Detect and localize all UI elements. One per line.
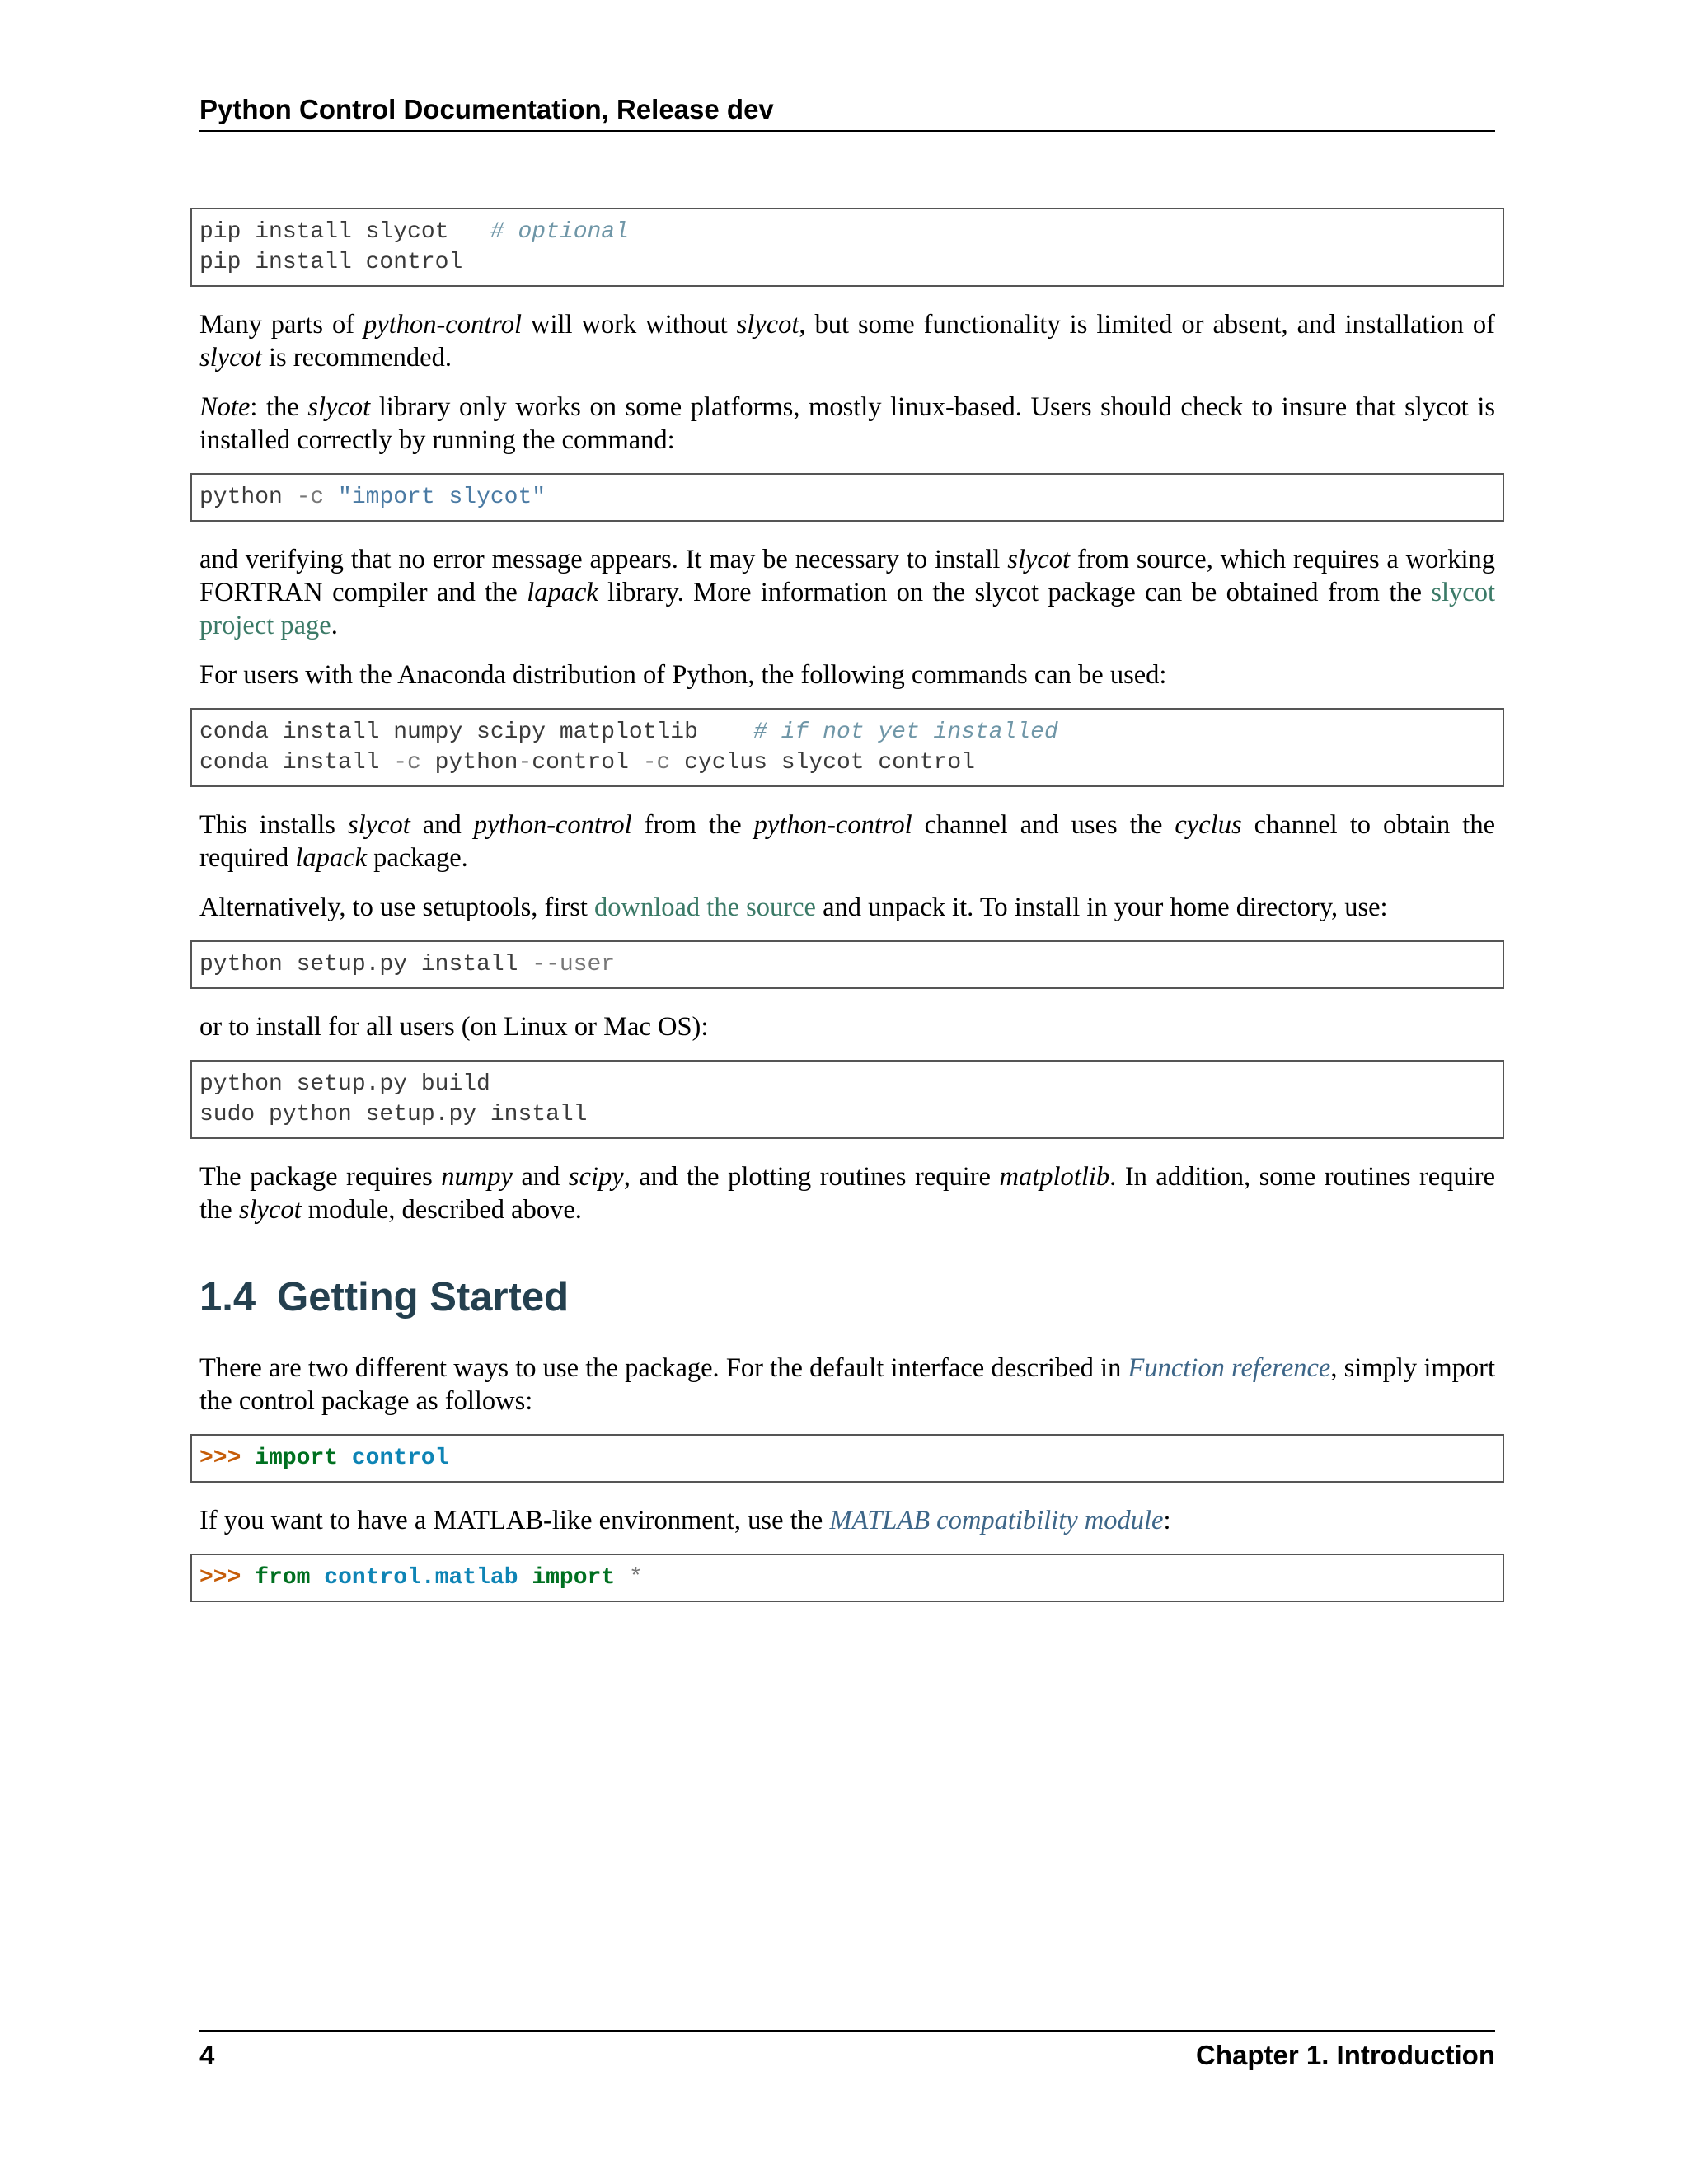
matlab-compatibility-link[interactable]: MATLAB compatibility module [829, 1506, 1164, 1535]
page-number: 4 [199, 2040, 215, 2070]
paragraph-anaconda: For users with the Anaconda distribution of Python, the following commands can be used: [199, 660, 1167, 690]
section-heading-getting-started [199, 1272, 1495, 1322]
paragraph-matlab: If you want to have a MATLAB-like environment, use the MATLAB compatibility module: [199, 1506, 1171, 1535]
chapter-label: Chapter 1. Introduction [1196, 2040, 1495, 2070]
paragraph-setuptools: Alternatively, to use setuptools, first download the source and unpack it. To install in your home directory, use: [199, 893, 1388, 922]
section-number: 1.4 [199, 1275, 256, 1319]
code-block-import-control[interactable]: >>> import control [190, 1434, 1504, 1483]
code-block-setup-user[interactable]: python setup.py install --user [190, 940, 1504, 989]
code-block-import-matlab[interactable]: >>> from control.matlab import * [190, 1554, 1504, 1602]
paragraph-verify: and verifying that no error message appears. It may be necessary to install slycot from source, which requires a working FORTRAN compiler and the lapack library. More information on the slycot package can be obtained from the slycot project page. [199, 545, 1495, 640]
running-header: Python Control Documentation, Release dev [199, 92, 1495, 132]
paragraph-note: Note: the slycot library only works on some platforms, mostly linux-based. Users should check to insure that slycot is installed correctly by running the command: [199, 392, 1495, 455]
paragraph-slycot-optional: Many parts of python-control will work without slycot, but some functionality is limited or absent, and installation of slycot is recommended. [199, 310, 1495, 373]
paragraph-all-users: or to install for all users (on Linux or Mac OS): [199, 1012, 709, 1042]
code-text: pip install slycot [199, 219, 449, 245]
function-reference-link[interactable]: Function reference [1128, 1353, 1331, 1383]
code-text: pip install control [199, 250, 463, 275]
download-source-link[interactable]: download the source [594, 893, 816, 922]
paragraph-requirements: The package requires numpy and scipy, and the plotting routines require matplotlib. In addition, some routines require the slycot module, described above. [199, 1162, 1496, 1225]
paragraph-this-installs: This installs slycot and python-control from the python-control channel and uses the cyclus channel to obtain the required lapack package. [199, 810, 1495, 873]
page-content [199, 208, 1495, 1624]
code-comment: # optional [490, 219, 629, 245]
paragraph-two-ways: There are two different ways to use the package. For the default interface described in Function reference, simply import the control package as follows: [199, 1353, 1495, 1416]
slycot-project-page-link[interactable]: slycot project page [199, 578, 1495, 640]
section-title-text: Getting Started [277, 1275, 570, 1319]
code-block-import-slycot[interactable]: python -c "import slycot" [190, 473, 1504, 522]
code-block-conda-install[interactable]: conda install numpy scipy matplotlib # if not yet installed conda install -c python-control -c cyclus slycot control [190, 708, 1504, 787]
code-block-setup-build[interactable]: python setup.py build sudo python setup.py install [190, 1060, 1504, 1139]
page-footer [199, 2030, 1495, 2073]
document-page [199, 0, 1495, 2184]
code-block-pip-install[interactable] [190, 208, 1504, 287]
